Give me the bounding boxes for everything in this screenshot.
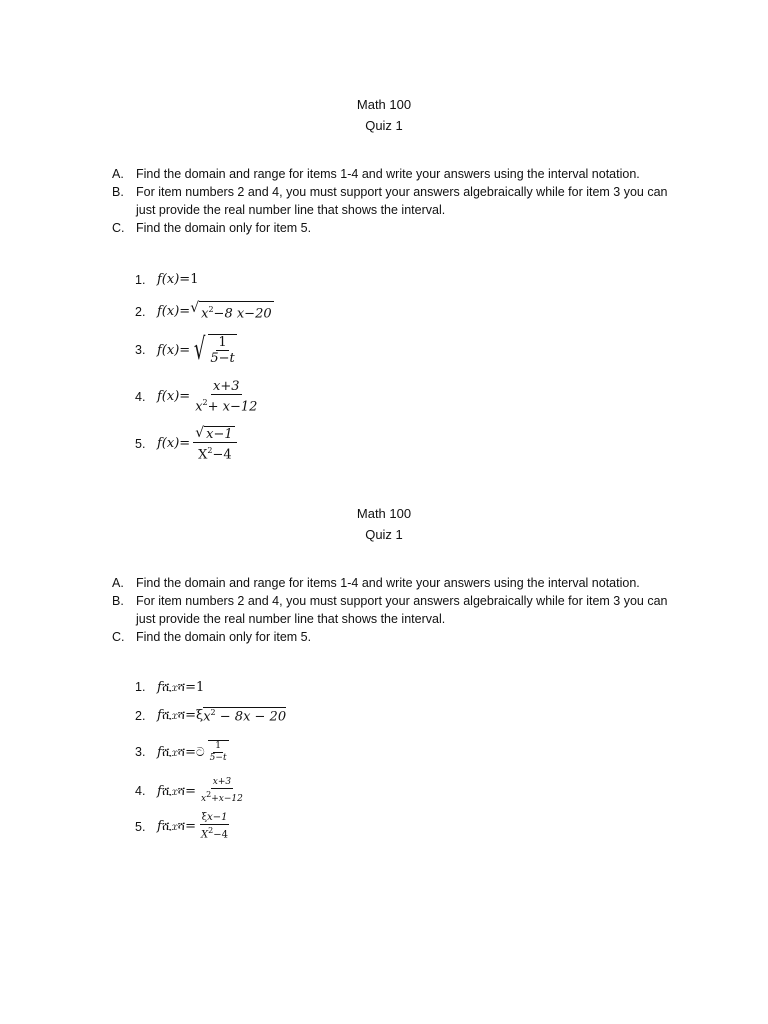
instruction-text: For item numbers 2 and 4, you must support your answers algebraically while for item 3 you can just provide the real number line that shows the interval.: [136, 185, 668, 217]
problem-number: 1.: [135, 680, 146, 694]
problem-item: [0, 328, 768, 372]
equation-lhs: f: [157, 783, 162, 799]
instruction-item: [0, 592, 768, 628]
equation: [157, 680, 204, 695]
exponent: 2: [208, 826, 214, 836]
problem-number: 2.: [135, 304, 146, 319]
garbled-glyphs: ሺ𝑥ሻ: [161, 783, 186, 798]
fraction: [193, 379, 259, 414]
problem-number: 5.: [135, 437, 146, 451]
numerator: x+3: [213, 378, 240, 394]
quiz-title: Quiz 1: [365, 118, 403, 133]
exponent: 2: [206, 790, 212, 799]
radicand-var: x: [201, 306, 209, 322]
problem-item: [0, 264, 768, 295]
denominator-rest: +x−12: [211, 794, 243, 804]
problem-number: 1.: [135, 272, 146, 287]
equation: [157, 301, 274, 321]
problem-number: 2.: [135, 709, 146, 723]
radicand: [199, 301, 274, 321]
instruction-letter: B.: [112, 594, 124, 608]
fraction: [199, 777, 245, 805]
instruction-text: Find the domain and range for items 1-4 and write your answers using the interval notation.: [136, 167, 640, 181]
denominator: 5−t: [210, 351, 235, 366]
quiz-sheet-bottom: [0, 503, 768, 845]
course-title: Math 100: [356, 97, 412, 112]
instruction-letter: A.: [112, 167, 124, 181]
problem-number: 5.: [135, 820, 146, 834]
denominator-var: x: [201, 794, 207, 804]
equation-rhs: 1: [196, 679, 205, 695]
radicand-rest: −8 x−20: [213, 306, 272, 322]
problem-item: [0, 673, 768, 701]
exponent: 2: [207, 445, 213, 455]
numerator: 1: [215, 741, 221, 751]
instruction-letter: A.: [112, 576, 124, 590]
garbled-root-icon: ට: [196, 744, 205, 759]
instruction-text: Find the domain and range for items 1-4 and write your answers using the interval notation.: [136, 576, 640, 590]
equation: [157, 812, 230, 841]
problem-number: 4.: [135, 389, 146, 404]
denominator: [199, 825, 230, 841]
instructions-list: [0, 574, 768, 646]
instruction-item: [0, 219, 768, 237]
equation-lhs: f(x)=: [157, 272, 191, 287]
equation-lhs: f(x)=: [157, 436, 191, 452]
instruction-text: Find the domain only for item 5.: [136, 630, 312, 644]
equation: [157, 707, 286, 724]
radicand-var: x: [203, 709, 211, 725]
equation-lhs: f: [157, 679, 162, 695]
problem-item: [0, 372, 768, 421]
equation-lhs: f: [157, 819, 162, 835]
fraction: [193, 426, 236, 462]
problem-item: [0, 731, 768, 773]
fraction: [208, 334, 236, 366]
denominator: [193, 395, 259, 414]
equation: [157, 379, 259, 414]
radicand: [203, 707, 286, 724]
denominator-var: X: [201, 829, 209, 841]
instruction-text: Find the domain only for item 5.: [136, 221, 312, 235]
equation: [157, 426, 237, 462]
numerator: [200, 812, 230, 825]
radical-sign-icon: √: [195, 424, 205, 441]
denominator: [196, 443, 234, 462]
denominator-var: X: [198, 447, 208, 463]
garbled-glyphs: ሺ𝑥ሻ: [161, 744, 186, 759]
quiz-sheet-top: [0, 94, 768, 467]
numerator: x+3: [212, 777, 232, 787]
equation: [157, 777, 245, 805]
problem-number: 4.: [135, 784, 146, 798]
equation-lhs: f: [157, 708, 162, 724]
exponent: 2: [208, 305, 214, 315]
denominator-rest: + x−12: [207, 399, 258, 415]
quiz-title: Quiz 1: [365, 527, 403, 542]
instruction-item: [0, 628, 768, 646]
exponent: 2: [210, 708, 216, 718]
denominator-rest: −4: [212, 447, 232, 463]
problem-list: [0, 673, 768, 845]
denominator: 5−t: [209, 753, 227, 763]
radicand: x−1: [207, 812, 228, 824]
instructions-list: [0, 165, 768, 237]
equals-sign: =: [185, 744, 197, 760]
problem-number: 3.: [135, 745, 146, 759]
equation-lhs: f: [157, 744, 162, 760]
instruction-item: [0, 574, 768, 592]
garbled-root-icon: ξ: [201, 812, 208, 824]
fraction: [199, 812, 230, 841]
problem-item: [0, 701, 768, 731]
equation-lhs: f(x)=: [157, 342, 191, 358]
denominator-rest: −4: [213, 829, 228, 841]
instruction-letter: C.: [112, 630, 125, 644]
instruction-letter: C.: [112, 221, 125, 235]
instruction-item: [0, 165, 768, 183]
equation: [157, 272, 198, 287]
radicand: x−1: [206, 426, 233, 442]
square-root: [195, 426, 234, 442]
equals-sign: =: [185, 819, 197, 835]
equation: [157, 740, 229, 764]
instruction-text: For item numbers 2 and 4, you must support your answers algebraically while for item 3 you can just provide the real number line that shows the interval.: [136, 594, 668, 626]
radical-sign-icon: √: [190, 300, 200, 317]
radicand-rest: − 8x − 20: [215, 709, 287, 725]
problem-number: 3.: [135, 343, 146, 357]
problem-item: [0, 773, 768, 809]
exponent: 2: [202, 397, 208, 407]
equation-lhs: f(x)=: [157, 303, 191, 319]
equation: [157, 334, 237, 366]
fraction: [208, 740, 229, 764]
course-title: Math 100: [356, 506, 412, 521]
numerator: 1: [218, 335, 227, 350]
equation-lhs: f(x)=: [157, 388, 191, 404]
instruction-item: [0, 183, 768, 219]
garbled-glyphs: ሺ𝑥ሻ: [161, 679, 186, 694]
problem-item: [0, 295, 768, 328]
equals-sign: =: [185, 783, 197, 799]
radical-sign-icon: √: [194, 332, 206, 367]
equals-sign: =: [185, 679, 197, 695]
instruction-letter: B.: [112, 185, 124, 199]
garbled-root-icon: ξ: [196, 708, 204, 724]
equals-sign: =: [185, 708, 197, 724]
problem-list: [0, 264, 768, 467]
numerator: [193, 426, 236, 443]
square-root: [190, 301, 273, 321]
denominator-var: x: [195, 399, 203, 415]
denominator: [199, 789, 245, 805]
garbled-glyphs: ሺ𝑥ሻ: [161, 819, 186, 834]
garbled-glyphs: ሺ𝑥ሻ: [161, 708, 186, 723]
equation-rhs: 1: [190, 272, 199, 287]
problem-item: [0, 809, 768, 845]
problem-item: [0, 421, 768, 467]
